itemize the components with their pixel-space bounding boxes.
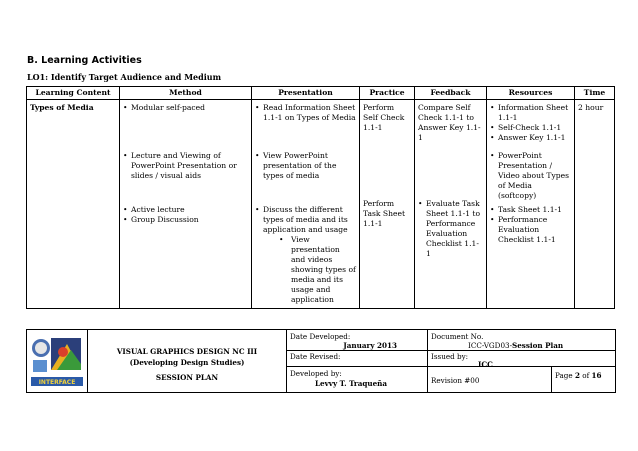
presentation-text: Discuss the different types of media and its application and usage bbox=[263, 205, 348, 234]
date-developed-value: January 2013 bbox=[343, 341, 397, 350]
date-developed-label: Date Developed: bbox=[290, 332, 351, 341]
method-item: • Active lecture bbox=[123, 205, 248, 215]
resource-item: • Information Sheet 1.1-1 bbox=[490, 103, 571, 123]
method-item: • Group Discussion bbox=[123, 215, 248, 225]
date-revised-cell bbox=[287, 351, 428, 367]
issued-by-label: Issued by: bbox=[431, 352, 469, 361]
feedback-cell bbox=[415, 100, 487, 309]
presentation-cell bbox=[252, 100, 360, 309]
resource-item: • Task Sheet 1.1-1 bbox=[490, 205, 571, 215]
resource-item: • Answer Key 1.1-1 bbox=[490, 133, 571, 143]
practice-cell bbox=[360, 100, 415, 309]
resources-cell bbox=[487, 100, 575, 309]
practice-text: Perform Self Check 1.1-1 bbox=[363, 103, 405, 132]
header-resources: Resources bbox=[487, 87, 575, 100]
developed-by-label: Developed by: bbox=[290, 369, 342, 378]
time-text: 2 hour bbox=[578, 103, 604, 112]
table-header-row bbox=[27, 87, 615, 100]
header-practice: Practice bbox=[360, 87, 415, 100]
developed-by-cell bbox=[287, 367, 428, 392]
feedback-text: Compare Self Check 1.1-1 to Answer Key 1.1-1 bbox=[418, 103, 481, 142]
header-method: Method bbox=[120, 87, 252, 100]
method-cell bbox=[120, 100, 252, 309]
method-item: • Lecture and Viewing of PowerPoint Presentation or slides / visual aids bbox=[123, 151, 248, 181]
presentation-subitem: • View presentation and videos showing types of media and its usage and application bbox=[279, 235, 356, 305]
interface-logo bbox=[27, 330, 88, 392]
resource-item: • Performance Evaluation Checklist 1.1-1 bbox=[490, 215, 571, 245]
revision-cell bbox=[428, 367, 552, 392]
learning-activities-table bbox=[26, 86, 615, 309]
document-no-label: Document No. bbox=[431, 332, 484, 341]
revision-value: Revision #00 bbox=[431, 376, 480, 385]
date-revised-label: Date Revised: bbox=[290, 352, 341, 361]
document-no-value: ICC-VGD03-Session Plan bbox=[468, 341, 564, 350]
issued-by-cell bbox=[428, 351, 615, 367]
date-developed-cell bbox=[287, 330, 428, 351]
qualification-name: VISUAL GRAPHICS DESIGN NC III bbox=[116, 347, 258, 356]
page-number-cell bbox=[552, 367, 615, 392]
method-item: • Modular self-paced bbox=[123, 103, 248, 113]
feedback-item: • Evaluate Task Sheet 1.1-1 to Performance Evaluation Checklist 1.1-1 bbox=[418, 199, 483, 259]
header-time: Time bbox=[575, 87, 615, 100]
document-no-cell bbox=[428, 330, 615, 351]
presentation-item: • View PowerPoint presentation of the types of media bbox=[255, 151, 356, 181]
practice-text: Perform Task Sheet 1.1-1 bbox=[363, 199, 406, 228]
presentation-item: • Read Information Sheet 1.1-1 on Types of Media bbox=[255, 103, 356, 123]
resource-item: • Self-Check 1.1-1 bbox=[490, 123, 571, 133]
header-presentation: Presentation bbox=[252, 87, 360, 100]
learning-content-cell bbox=[27, 100, 120, 309]
learning-content-text: Types of Media bbox=[30, 103, 94, 112]
qualification-subtitle: (Developing Design Studies) bbox=[129, 358, 245, 367]
header-learning-content: Learning Content bbox=[27, 87, 120, 100]
qualification-title bbox=[88, 330, 287, 392]
session-plan-footer bbox=[26, 329, 616, 393]
time-cell bbox=[575, 100, 615, 309]
table-row bbox=[27, 100, 615, 309]
page-number: Page 2 of 16 bbox=[555, 371, 602, 380]
issued-by-value: ICC bbox=[478, 360, 493, 369]
developed-by-value: Levvy T. Traqueña bbox=[315, 379, 388, 388]
lo-title: LO1: Identify Target Audience and Medium bbox=[27, 72, 222, 82]
document-type: SESSION PLAN bbox=[155, 373, 219, 382]
resource-item: • PowerPoint Presentation / Video about Types of Media (softcopy) bbox=[490, 151, 571, 201]
header-feedback: Feedback bbox=[415, 87, 487, 100]
svg-text:INTERFACE: INTERFACE bbox=[38, 379, 76, 386]
presentation-item bbox=[255, 205, 356, 305]
section-title: B. Learning Activities bbox=[27, 55, 142, 66]
